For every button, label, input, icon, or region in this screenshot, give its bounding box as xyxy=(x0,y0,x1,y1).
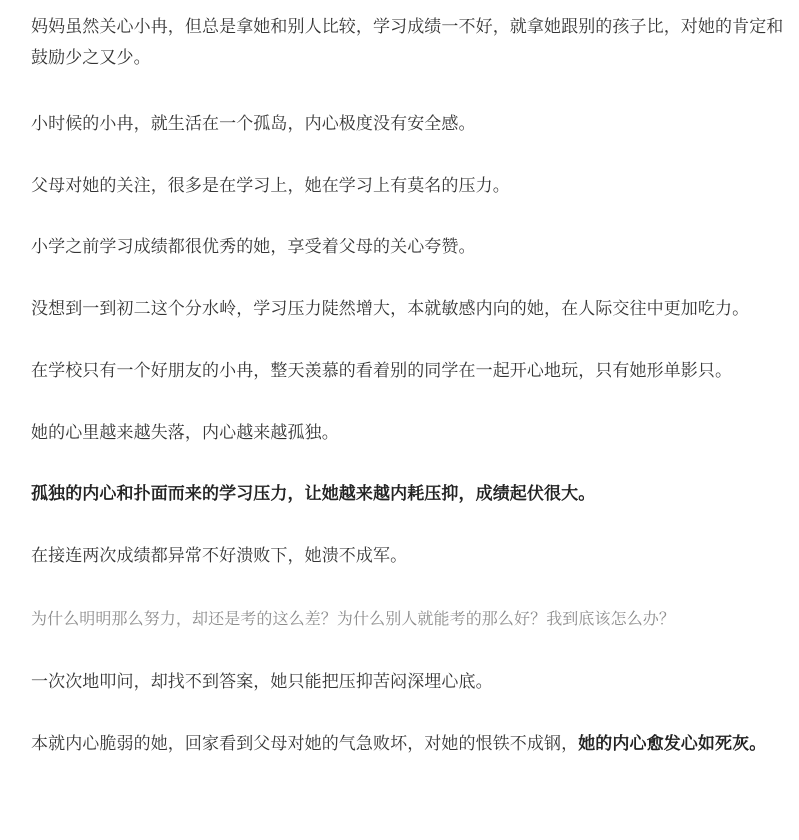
quote-paragraph: 为什么明明那么努力，却还是考的这么差？为什么别人就能考的那么好？我到底该怎么办？ xyxy=(31,609,676,628)
paragraph: 她的心里越来越失落，内心越来越孤独。 xyxy=(31,423,339,443)
paragraph: 在学校只有一个好朋友的小冉，整天羡慕的看着别的同学在一起开心地玩，只有她形单影只。 xyxy=(31,361,733,381)
paragraph: 在接连两次成绩都异常不好溃败下，她溃不成军。 xyxy=(31,546,408,566)
bold-paragraph: 孤独的内心和扑面而来的学习压力，让她越来越内耗压抑，成绩起伏很大。 xyxy=(31,484,596,504)
paragraph: 小时候的小冉，就生活在一个孤岛，内心极度没有安全感。 xyxy=(31,114,476,134)
paragraph: 没想到一到初二这个分水岭，学习压力陡然增大，本就敏感内向的她，在人际交往中更加吃力。 xyxy=(31,299,750,319)
paragraph: 妈妈虽然关心小冉，但总是拿她和别人比较，学习成绩一不好，就拿她跟别的孩子比，对她的肯定和鼓励少之又少。 xyxy=(31,17,784,68)
paragraph xyxy=(31,729,787,760)
paragraph: 小学之前学习成绩都很优秀的她，享受着父母的关心夸赞。 xyxy=(31,237,476,257)
paragraph: 父母对她的关注，很多是在学习上，她在学习上有莫名的压力。 xyxy=(31,176,510,196)
paragraph-text: 本就内心脆弱的她，回家看到父母对她的气急败坏，对她的恨铁不成钢， xyxy=(31,734,579,754)
paragraph: 一次次地叩问，却找不到答案，她只能把压抑苦闷深埋心底。 xyxy=(31,672,493,692)
emphasis-text: 她的内心愈发心如死灰。 xyxy=(578,734,767,754)
